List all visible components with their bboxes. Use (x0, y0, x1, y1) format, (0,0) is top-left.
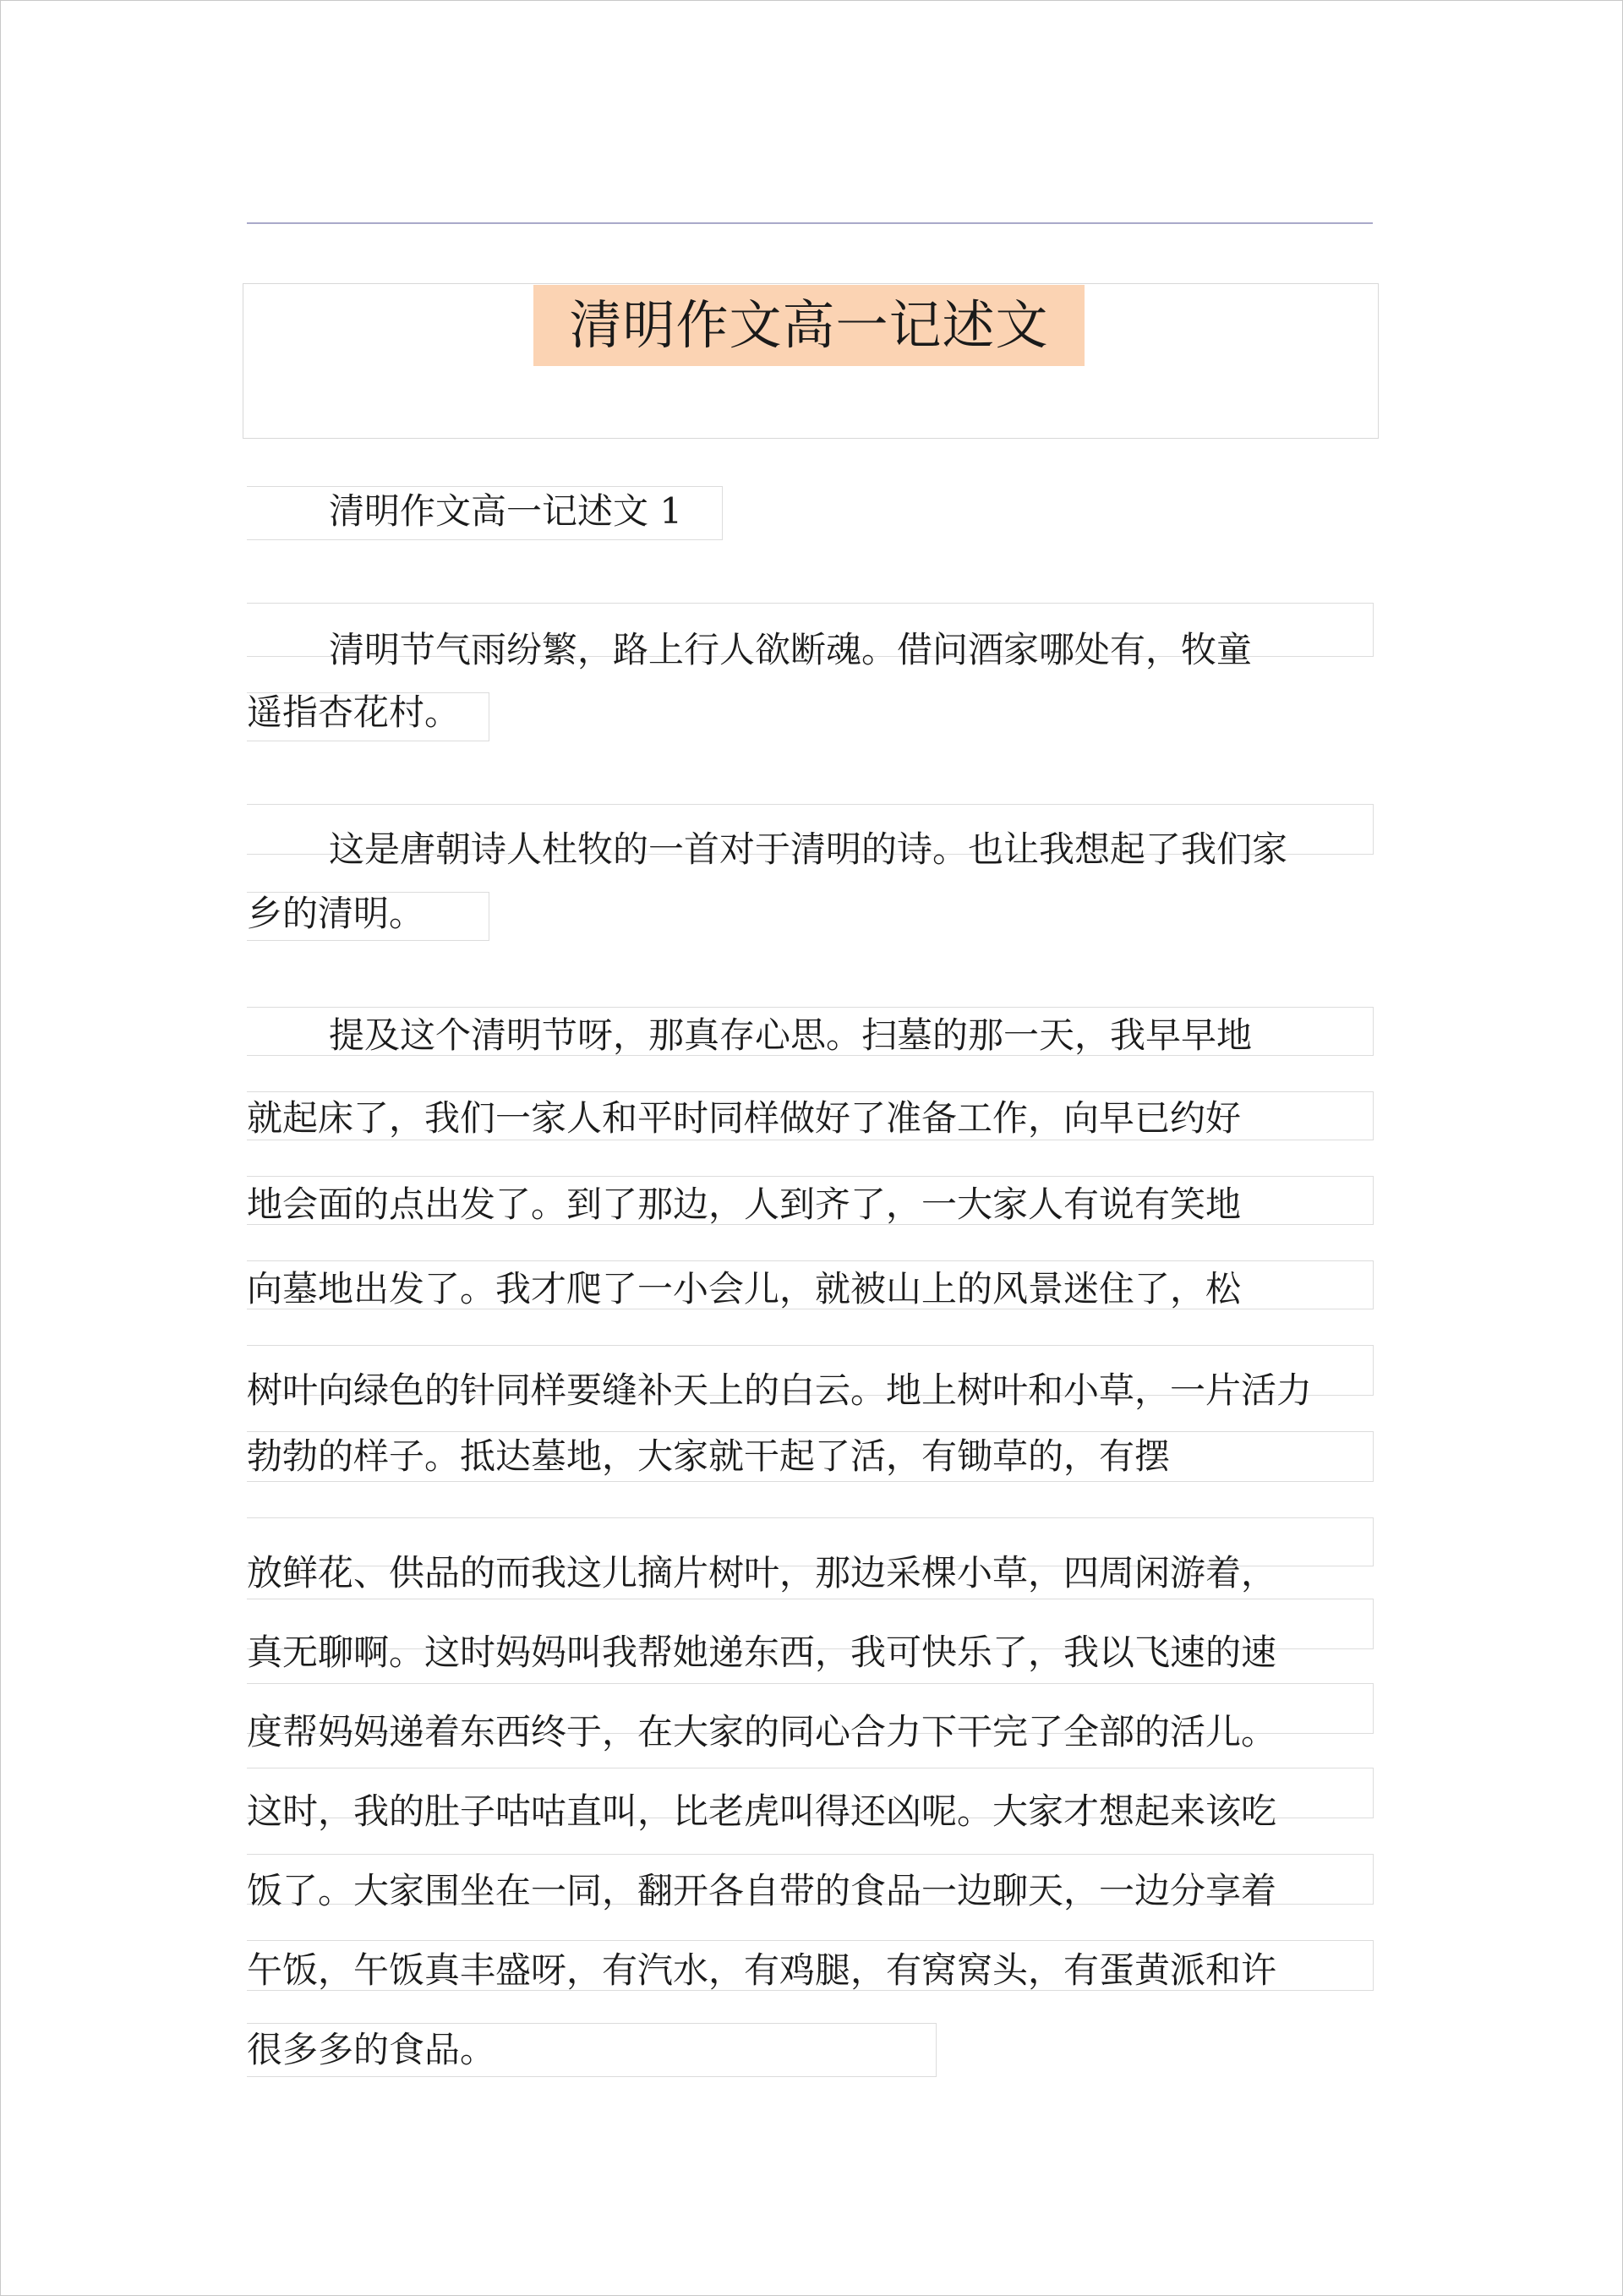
paragraph-3-line-8: 真无聊啊。这时妈妈叫我帮她递东西，我可快乐了，我以飞速的速 (247, 1632, 1277, 1673)
paragraph-3-line-1: 提及这个清明节呀，那真存心思。扫墓的那一天，我早早地 (329, 1014, 1253, 1056)
paragraph-3-line-4: 向墓地出发了。我才爬了一小会儿，就被山上的风景迷住了，松 (247, 1268, 1242, 1309)
paragraph-2-line-1: 这是唐朝诗人杜牧的一首对于清明的诗。也让我想起了我们家 (329, 828, 1288, 870)
header-rule (247, 222, 1373, 224)
paragraph-3-line-5: 树叶向绿色的针同样要缝补天上的白云。地上树叶和小草，一片活力 (247, 1369, 1313, 1411)
paragraph-3-line-12: 午饭，午饭真丰盛呀，有汽水，有鸡腿，有窝窝头，有蛋黄派和许 (247, 1949, 1277, 1991)
document-title: 清明作文高一记述文 (569, 294, 1049, 356)
paragraph-3-line-6: 勃勃的样子。抵达墓地，大家就干起了活，有锄草的，有摆 (247, 1435, 1171, 1477)
paragraph-3-line-10: 这时，我的肚子咕咕直叫，比老虎叫得还凶呢。大家才想起来该吃 (247, 1790, 1277, 1832)
paragraph-3-line-2: 就起床了，我们一家人和平时同样做好了准备工作，向早已约好 (247, 1097, 1242, 1139)
paragraph-1-line-2: 遥指杏花村。 (247, 692, 461, 733)
paragraph-1-line-1: 清明节气雨纷繁，路上行人欲断魂。借问酒家哪处有，牧童 (329, 629, 1253, 670)
subtitle: 清明作文高一记述文 1 (329, 490, 683, 532)
paragraph-3-line-7: 放鲜花、供品的而我这儿摘片树叶，那边采棵小草，四周闲游着， (247, 1552, 1277, 1594)
paragraph-3-line-9: 度帮妈妈递着东西终于，在大家的同心合力下干完了全部的活儿。 (247, 1711, 1277, 1752)
paragraph-3-line-3: 地会面的点出发了。到了那边，人到齐了，一大家人有说有笑地 (247, 1184, 1242, 1225)
paragraph-3-line-13: 很多多的食品。 (247, 2029, 496, 2070)
paragraph-2-line-2: 乡的清明。 (247, 893, 425, 934)
paragraph-3-line-11: 饭了。大家围坐在一同，翻开各自带的食品一边聊天，一边分享着 (247, 1870, 1277, 1911)
